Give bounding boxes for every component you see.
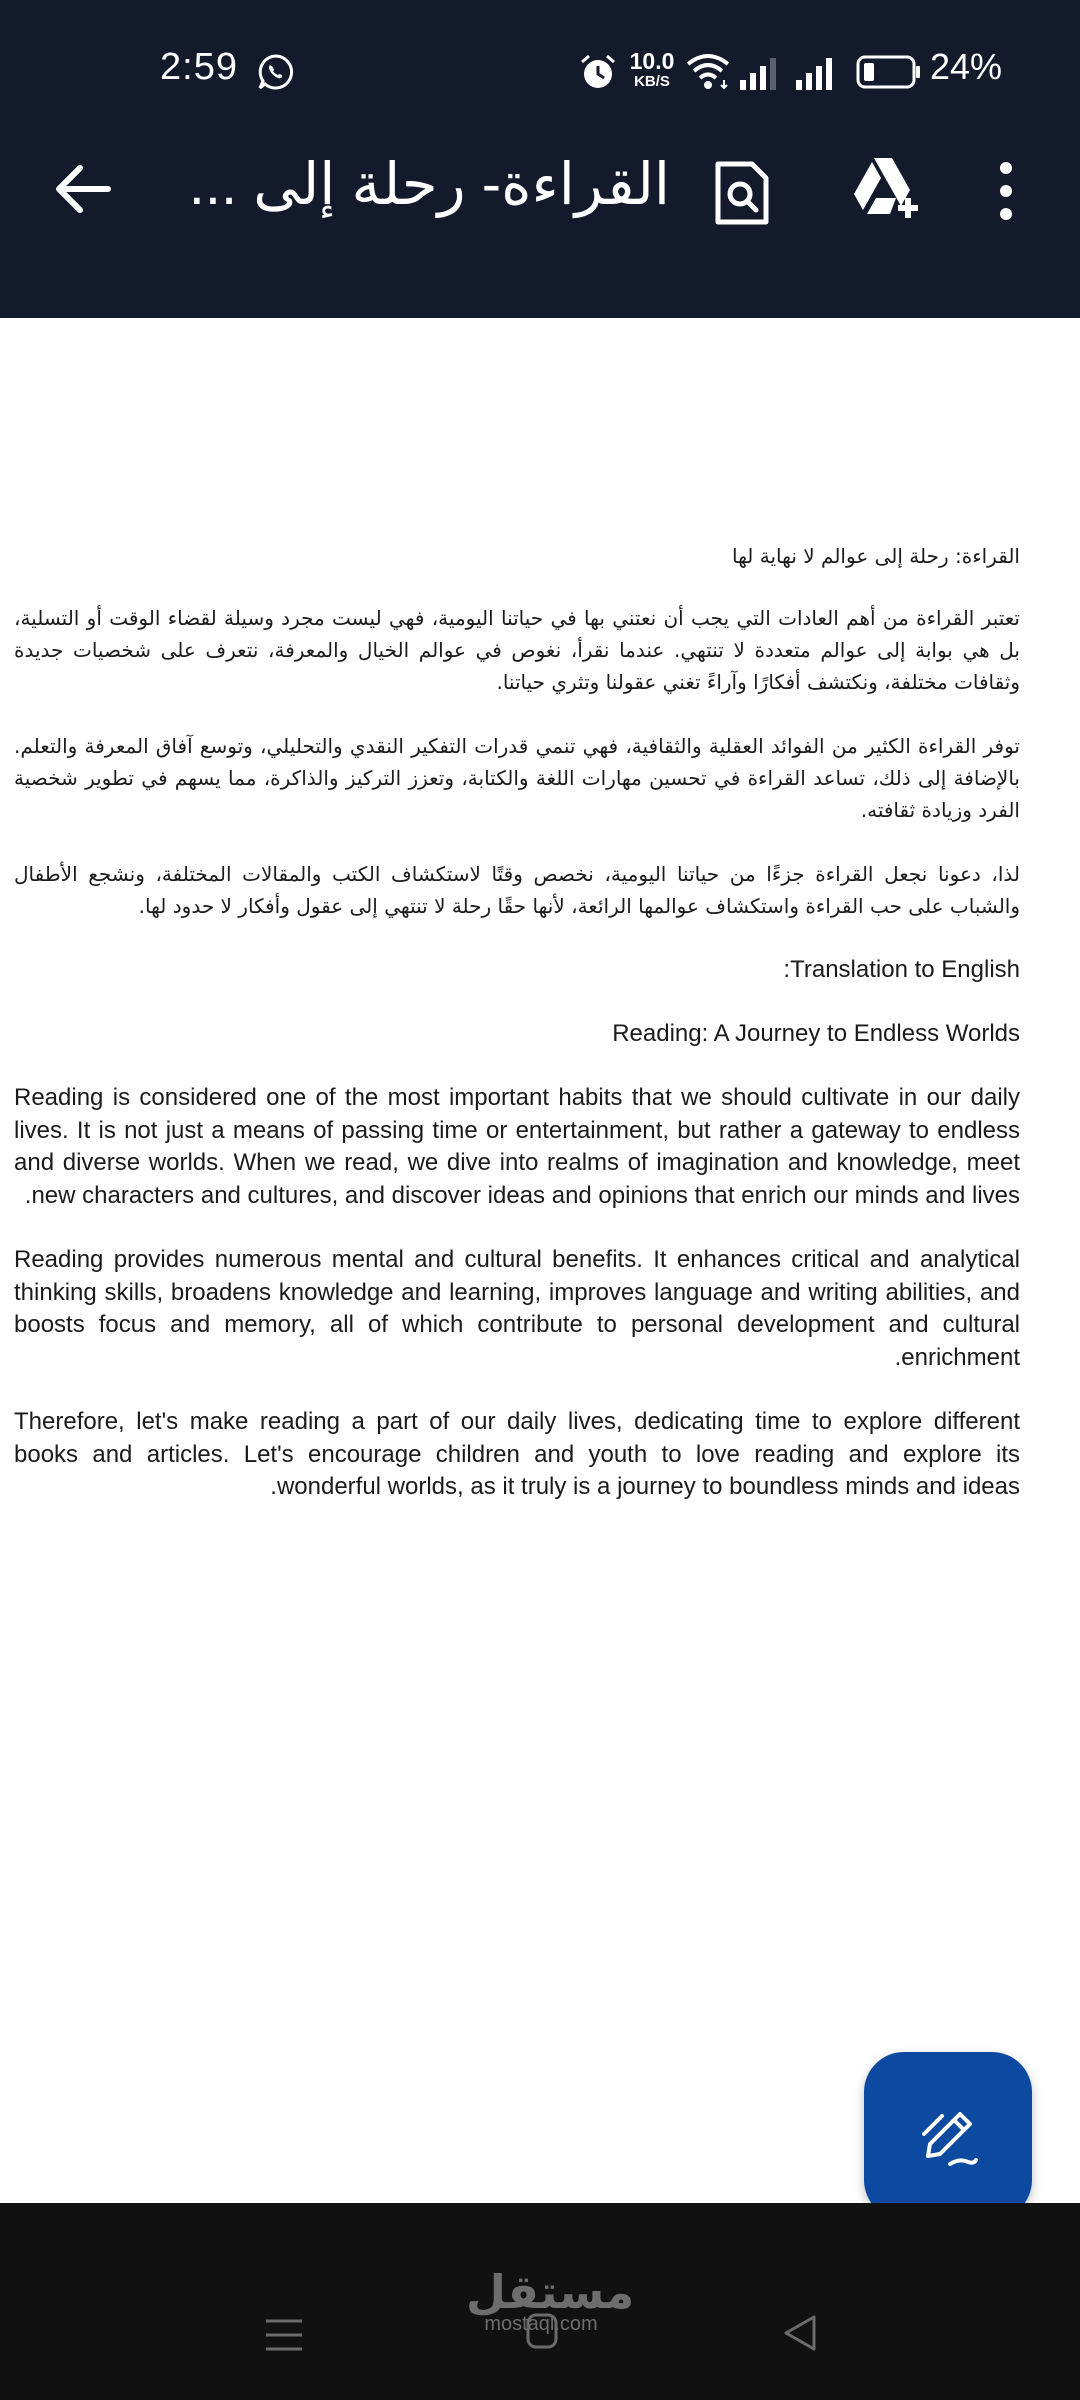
home-icon[interactable] <box>522 2309 562 2353</box>
alarm-icon <box>578 52 618 92</box>
more-vert-icon[interactable] <box>996 160 1016 222</box>
nav-back-icon[interactable] <box>780 2311 820 2355</box>
edit-fab-button[interactable] <box>864 2052 1032 2220</box>
battery-percent: 24% <box>930 46 1003 87</box>
arabic-title: القراءة: رحلة إلى عوالم لا نهاية لها <box>731 544 1020 568</box>
status-time: 2:59 <box>160 46 238 88</box>
english-paragraph: Reading is considered one of the most important habits that we should cultivate in our daily lives. It is not just a means of passing time or entertainment, but rather a gateway to endless and diverse worlds. When we read, we dive into realms of imagination and knowledge, meet new characters and cultures, and discover ideas and opinions that enrich our minds and lives. <box>14 1084 1020 1209</box>
document-viewer[interactable] <box>0 318 1080 2203</box>
arrow-back-icon[interactable] <box>52 158 114 220</box>
english-paragraph: Reading provides numerous mental and cultural benefits. It enhances critical and analytical thinking skills, broadens knowledge and learning, improves language and writing abilities, and boosts focus and memory, all of which contribute to personal development and cultural enrichment. <box>14 1246 1020 1371</box>
arabic-paragraph: توفر القراءة الكثير من الفوائد العقلية والثقافية، فهي تنمي قدرات التفكير النقدي والتحليلي، وتوسع آفاق المعرفة والتعلم. بالإضافة إلى ذلك، تساعد القراءة في تحسين مهارات اللغة والكتابة، وتعزز التركيز والذاكرة، مما يسهم في تطوير شخصية الفرد وزيادة ثقافته. <box>14 734 1020 822</box>
recent-apps-icon[interactable] <box>262 2313 306 2357</box>
english-title: Reading: A Journey to Endless Worlds <box>612 1020 1020 1047</box>
network-speed-unit: KB/S <box>634 73 670 90</box>
english-paragraph: Therefore, let's make reading a part of our daily lives, dedicating time to explore different books and articles. Let's encourage children and youth to love reading and explore its wonderful worlds, as it truly is a journey to boundless minds and ideas. <box>14 1408 1020 1500</box>
watermark-arabic: مستقل <box>466 2265 635 2319</box>
signal-icon <box>738 56 778 92</box>
document-page <box>14 540 1020 1536</box>
document-search-icon[interactable] <box>712 160 772 226</box>
translation-heading: Translation to English: <box>783 956 1020 983</box>
edit-pencil-icon <box>916 2104 980 2168</box>
battery-icon <box>856 55 922 89</box>
signal-icon <box>794 56 834 92</box>
watermark-latin: mostaql.com <box>484 2313 598 2335</box>
document-title: القراءة- رحلة إلى ... <box>188 152 670 217</box>
arabic-paragraph: تعتبر القراءة من أهم العادات التي يجب أن نعتني بها في حياتنا اليومية، فهي ليست مجرد وسيلة لقضاء الوقت أو التسلية، بل هي بوابة إلى عوالم متعددة لا تنتهي. عندما نقرأ، نغوص في عوالم الخيال والمعرفة، نتعرف على شخصيات جديدة وثقافات مختلفة، ونكتشف أفكارًا وآراءً تغني عقولنا وتثري حياتنا. <box>14 606 1020 694</box>
network-speed <box>626 50 678 89</box>
top-app-area <box>0 0 1080 318</box>
arabic-paragraph: لذا، دعونا نجعل القراءة جزءًا من حياتنا اليومية، نخصص وقتًا لاستكشاف الكتب والمقالات المختلفة، ونشجع الأطفال والشباب على حب القراءة واستكشاف عوالمها الرائعة، لأنها حقًا رحلة لا تنتهي إلى عقول وأفكار لا حدود لها. <box>14 862 1020 918</box>
whatsapp-icon <box>256 52 296 92</box>
wifi-icon <box>684 50 732 92</box>
drive-add-icon[interactable] <box>850 156 922 220</box>
network-speed-value: 10.0 <box>629 48 675 74</box>
system-navigation-bar <box>0 2203 1080 2400</box>
